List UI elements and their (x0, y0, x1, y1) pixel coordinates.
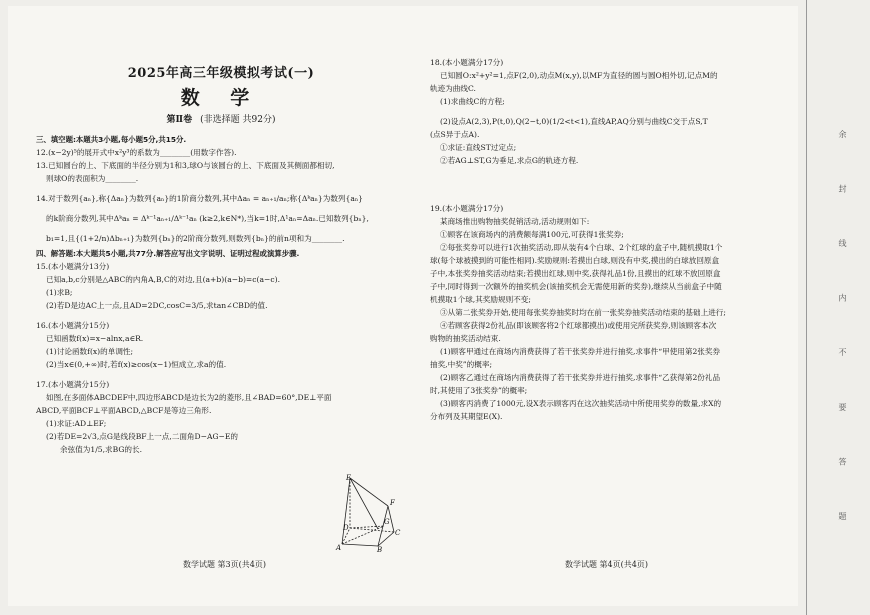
question-19-rule1: ①顾客在该商场内的消费额每满100元,可获得1张奖券; (440, 230, 624, 239)
question-13-line1: 13.已知圆台的上、下底面的半径分别为1和3,球O与该圆台的上、下底面及其侧面都相切, (36, 161, 335, 170)
page-4 (430, 56, 795, 424)
question-15-part1: (1)求B; (46, 288, 73, 297)
question-19-header: 19.(本小题满分17分) (430, 204, 504, 213)
question-16-part1: (1)讨论函数f(x)的单调性; (46, 347, 134, 356)
question-17-stem-line2: ABCD,平面BCF⊥平面ABCD,△BCF是等边三角形. (36, 406, 212, 415)
question-19-rule2-line2: 球(每个球被摸到的可能性相同).奖励规则:若摸出白球,则没有中奖,摸出的白球放回原盒 (430, 256, 720, 265)
page-4-footer: 数学试题 第4页(共4页) (565, 560, 648, 569)
question-19-intro: 某商场推出购物抽奖促销活动,活动规则如下: (440, 217, 590, 226)
question-18-part1: (1)求曲线C的方程; (440, 97, 505, 106)
question-18-part2-item1: ①求证:直线ST过定点; (440, 143, 517, 152)
binding-margin-text: 余 封 线 内 不 要 答 题 (838, 130, 847, 542)
volume-heading (36, 114, 406, 126)
question-15-stem: 已知a,b,c分别是△ABC的内角A,B,C的对边,且(a+b)(a−b)=c(a−c). (46, 275, 281, 284)
question-16-stem: 已知函数f(x)=x−alnx,a∈R. (46, 334, 144, 343)
figure-label-c: C (395, 529, 401, 537)
question-18-part2-item2: ②若AG⊥ST,G为垂足,求点G的轨迹方程. (440, 156, 579, 165)
figure-label-d: D (343, 524, 349, 532)
question-15-header: 15.(本小题满分13分) (36, 262, 110, 271)
figure-label-f: F (390, 499, 395, 507)
question-14-line1: 14.对于数列{aₙ},称{Δaₙ}为数列{aₙ}的1阶商分数列,其中Δaₙ = aₙ₊₁/aₙ;称{Δᵏaₙ}为数列{aₙ} (36, 194, 364, 203)
question-19-part2-line1: (2)顾客乙通过在商场内消费获得了若干张奖券并进行抽奖,求事件“乙获得第2份礼品 (440, 373, 721, 382)
figure-label-g: G (384, 518, 390, 526)
question-14-line2: 的k阶商分数列,其中Δᵏaₙ = Δᵏ⁻¹aₙ₊₁/Δᵏ⁻¹aₙ (k≥2,k∈N*),当k=1时,Δ¹aₙ=Δaₙ.已知数列{bₙ}, (46, 214, 369, 223)
question-19-part1-line2: 抽奖,中奖”的概率; (430, 360, 493, 369)
question-12: 12.(x−2y)⁵的展开式中x²y³的系数为________(用数字作答). (36, 148, 237, 157)
question-16-header: 16.(本小题满分15分) (36, 321, 110, 330)
question-19-part3-line1: (3)顾客丙消费了1000元,设X表示顾客丙在这次抽奖活动中所使用奖券的数量,求X的 (440, 399, 722, 408)
binding-line (806, 0, 807, 615)
section-4-heading: 四、解答题:本大题共5小题,共77分.解答应写出文字说明、证明过程或演算步骤. (36, 249, 300, 258)
figure-label-b: B (377, 546, 383, 552)
question-17-part2-line1: (2)若DE=2√3,点G是线段BF上一点,二面角D−AG−E的 (46, 432, 239, 441)
question-19-rule2-line3: 子中,本张奖券抽奖活动结束;若摸出红球,则中奖,获得礼品1份,且摸出的红球不放回原盒 (430, 269, 721, 278)
subject-title: 数 学 (180, 87, 262, 109)
figure-label-e: E (346, 474, 352, 482)
question-19-part3-line2: 分布列及其期望E(X). (430, 412, 503, 421)
question-17-stem-line1: 如图,在多面体ABCDEF中,四边形ABCD是边长为2的菱形,且∠BAD=60°,DE⊥平面 (46, 393, 332, 402)
question-19-rule2-line4: 子中,同时得到一次额外的抽奖机会(该抽奖机会无需使用新的奖券),继续从当前盒子中随 (430, 282, 722, 291)
question-19-rule2-line5: 机摸取1个球,其奖励规则不变; (430, 295, 531, 304)
question-18-part2-line1: (2)设点A(2,3),P(t,0),Q(2−t,0)(1/2<t<1),直线AP,AQ分别与曲线C交于点S,T (440, 117, 708, 126)
figure-label-a: A (336, 544, 342, 552)
question-16-part2: (2)当x∈(0,+∞)时,若f(x)≥cos(x−1)恒成立,求a的值. (46, 360, 227, 369)
question-19-part2-line2: 时,其使用了3张奖券”的概率; (430, 386, 528, 395)
question-18-stem-line1: 已知圆O:x²+y²=1,点F(2,0),动点M(x,y),以MF为直径的圆与圆O相外切,记点M的 (440, 71, 718, 80)
volume-label: 第Ⅱ卷 (166, 115, 193, 125)
question-18-stem-line2: 轨迹为曲线C. (430, 84, 476, 93)
binding-margin (800, 0, 870, 615)
question-19-rule4-line1: ④若顾客获得2份礼品(即该顾客将2个红球都摸出)或使用完所获奖券,则该顾客本次 (440, 321, 717, 330)
question-15-part2: (2)若D是边AC上一点,且AD=2DC,cosC=3/5,求tan∠CBD的值. (46, 301, 268, 310)
question-19-rule4-line2: 购物的抽奖活动结束. (430, 334, 501, 343)
section-3-heading: 三、填空题:本题共3小题,每小题5分,共15分. (36, 135, 187, 144)
polyhedron-figure (328, 474, 406, 552)
volume-note: (非选择题 共92分) (200, 115, 276, 125)
exam-sheet (8, 6, 798, 606)
question-13-line2: 则球O的表面积为________. (46, 174, 139, 183)
question-19-part1-line1: (1)顾客甲通过在商场内消费获得了若干张奖券并进行抽奖,求事件“甲使用第2张奖券 (440, 347, 721, 356)
question-17-part1: (1)求证:AD⊥EF; (46, 419, 107, 428)
question-18-header: 18.(本小题满分17分) (430, 58, 504, 67)
question-19-rule3: ③从第二张奖券开始,使用每张奖券抽奖时均在前一张奖券抽奖活动结束的基础上进行; (440, 308, 726, 317)
question-17-header: 17.(本小题满分15分) (36, 380, 110, 389)
question-19-rule2-line1: ②每张奖券可以进行1次抽奖活动,即从装有4个白球、2个红球的盒子中,随机摸取1个 (440, 243, 723, 252)
question-14-line3: b₁=1,且{(1+2/n)Δbₙ₊₁}为数列{bₙ}的2阶商分数列,则数列{bₙ}的前n项和为________. (46, 234, 345, 243)
question-18-part2-line2: (点S异于点A). (430, 130, 480, 139)
page-3 (36, 46, 406, 457)
page-3-footer: 数学试题 第3页(共4页) (183, 560, 266, 569)
exam-title: 2025年高三年级模拟考试(一) (127, 66, 315, 81)
question-17-part2-line2: 余弦值为1/5,求BG的长. (60, 445, 142, 454)
